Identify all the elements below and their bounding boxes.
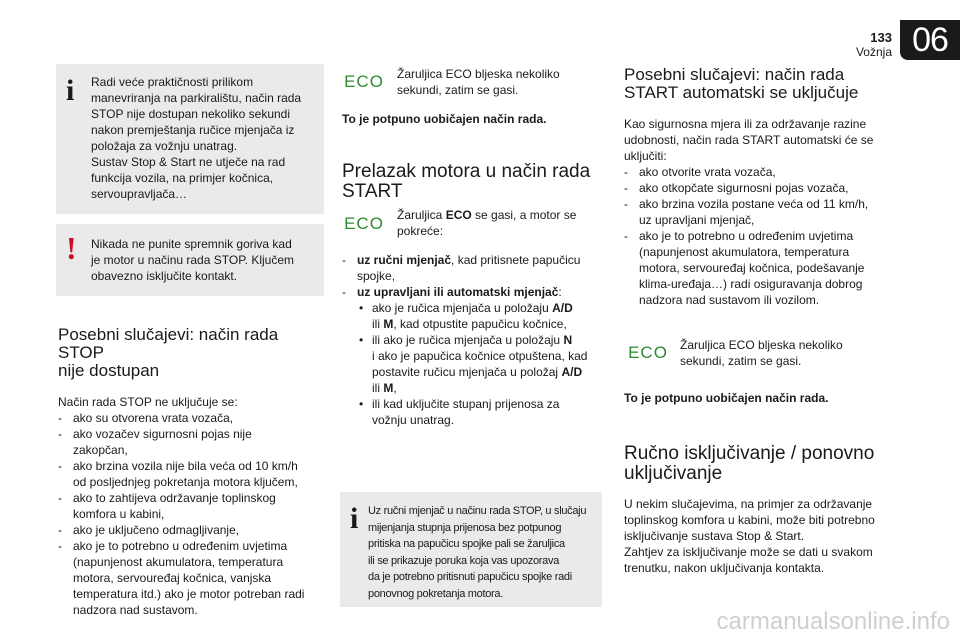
list-item: - ako je uključeno odmagljivanje, xyxy=(58,522,324,538)
manual-off-section xyxy=(624,444,904,576)
info-box-stop xyxy=(56,64,324,214)
info-line: funkcija vozila, na primjer kočnica, xyxy=(91,171,274,185)
eco-icon xyxy=(342,71,386,91)
eco-icon xyxy=(626,342,670,362)
info-line: mijenjanja stupnja prijenosa bez potpunog xyxy=(368,521,562,534)
watermark: carmanualsonline.info xyxy=(716,608,950,635)
start-mode-section xyxy=(342,162,604,202)
list-item: - ako brzina vozila nije bila veća od 10 km/h od posljednjeg pokretanja motora ključem, xyxy=(58,458,324,490)
eco-blink-text: Žaruljica ECO bljeska nekoliko sekundi, zatim se gasi. xyxy=(397,67,560,97)
list-item: - ako je to potrebno u određenim uvjetima (napunjenost akumulatora, temperatura motora, servouređaj kočnica, podešavanje klima-uređaja…) radi osiguravanja dobrog nadzora nad sustavom ili vozilom. xyxy=(624,228,904,308)
section-heading: Ručno isključivanje / ponovno uključivanje xyxy=(624,443,875,484)
section-name: Vožnja xyxy=(855,45,892,59)
info-line: servoupravljača… xyxy=(91,187,188,201)
svg-text:ECO: ECO xyxy=(344,214,384,233)
info-line: STOP nije dostupan nekoliko sekundi xyxy=(91,107,291,121)
info-icon: i xyxy=(350,502,359,535)
list-item: - ako su otvorena vrata vozača, xyxy=(58,410,324,426)
eco-blink-text: Žaruljica ECO bljeska nekoliko sekundi, zatim se gasi. xyxy=(680,338,843,368)
section-heading: Posebni slučajevi: način rada START automatski se uključuje xyxy=(624,65,859,102)
info-icon: i xyxy=(66,74,75,107)
condition-list xyxy=(58,410,324,618)
list-item: - uz ručni mjenjač, kad pritisnete papučicu spojke, xyxy=(342,252,604,284)
gearbox-conditions xyxy=(342,252,604,428)
warning-line: obavezno isključite kontakt. xyxy=(91,269,238,283)
eco-icon xyxy=(342,213,386,233)
section-intro: Način rada STOP ne uključuje se: xyxy=(58,395,238,409)
info-line: pritiska na papučicu spojke pali se žaruljica xyxy=(368,538,565,550)
start-auto-section xyxy=(624,66,904,308)
warning-icon: ! xyxy=(66,230,77,266)
warning-line: Nikada ne punite spremnik goriva kad xyxy=(91,237,292,251)
list-item: - ako otvorite vrata vozača, xyxy=(624,164,904,180)
normal-operation-note: To je potpuno uobičajen način rada. xyxy=(624,391,829,405)
list-item: - ako otkopčate sigurnosni pojas vozača, xyxy=(624,180,904,196)
list-item: - ako je to potrebno u određenim uvjetima (napunjenost akumulatora, temperatura motora, servouređaj kočnica, vanjska temperatura itd.) ako je motor potreban radi nadzora nad sustavom. xyxy=(58,538,324,618)
list-item: - ako brzina vozila postane veća od 11 km/h, uz upravljani mjenjač, xyxy=(624,196,904,228)
info-line: da je potrebno pritisnuti papučicu spojke radi xyxy=(368,571,572,583)
info-line: manevriranja na parkiralištu, način rada xyxy=(91,91,302,105)
sub-list-item: • ili ako je ručica mjenjača u položaju N i ako je papučica kočnice otpuštena, kad postavite ručicu mjenjača u položaj A/D ili M, xyxy=(357,332,604,396)
info-line: ponovnog pokretanja motora. xyxy=(368,587,503,600)
info-line: Sustav Stop & Start ne utječe na rad xyxy=(91,155,286,169)
info-line: Radi veće praktičnosti prilikom xyxy=(91,75,254,89)
info-box-manual xyxy=(340,492,602,607)
info-line: ili se prikazuje poruka koja vas upozorava xyxy=(368,554,560,567)
chapter-tab: 06 xyxy=(900,20,960,60)
stop-unavailable-section xyxy=(58,326,324,618)
list-item: - uz upravljani ili automatski mjenjač: • ako je ručica mjenjača u položaju A/D ili M, kad otpustite papučicu kočnice, • ili ako je ručica mjenjača u položaju N i ako je papučica kočnice otpuštena, kad postavite ručicu mjenjača u položaj A/D ili M, • ili kad uključite stupanj prijenosa za vožnju unatrag. xyxy=(342,284,604,428)
warning-line: je motor u načinu rada STOP. Ključem xyxy=(91,253,294,267)
normal-operation-note: To je potpuno uobičajen način rada. xyxy=(342,112,547,126)
eco-off-text: Žaruljica ECO se gasi, a motor se pokreće: xyxy=(397,208,577,238)
section-heading: Posebni slučajevi: način rada STOP nije dostupan xyxy=(58,325,279,380)
section-heading: Prelazak motora u način rada START xyxy=(342,161,591,202)
section-paragraph: U nekim slučajevima, na primjer za održavanje toplinskog komfora u kabini, može biti potrebno isključivanje sustava Stop & Start. Zahtjev za isključivanje može se dati u svakom trenutku, nakon uključivanja kontakta. xyxy=(624,497,875,575)
sub-list-item: • ako je ručica mjenjača u položaju A/D ili M, kad otpustite papučicu kočnice, xyxy=(357,300,604,332)
page-number: 133 xyxy=(870,30,892,45)
info-line: Uz ručni mjenjač u načinu rada STOP, u slučaju xyxy=(368,505,587,517)
list-item: - ako vozačev sigurnosni pojas nije zakopčan, xyxy=(58,426,324,458)
warning-box xyxy=(56,224,324,296)
condition-list xyxy=(624,164,904,308)
list-item: - ako to zahtijeva održavanje toplinskog komfora u kabini, xyxy=(58,490,324,522)
sub-list-item: • ili kad uključite stupanj prijenosa za vožnju unatrag. xyxy=(357,396,604,428)
info-line: položaja za vožnju unatrag. xyxy=(91,139,238,153)
section-intro: Kao sigurnosna mjera ili za održavanje razine udobnosti, način rada START automatski će se uključiti: xyxy=(624,117,874,163)
svg-text:ECO: ECO xyxy=(628,343,668,362)
info-line: nakon premještanja ručice mjenjača iz xyxy=(91,123,295,137)
svg-text:ECO: ECO xyxy=(344,72,384,91)
